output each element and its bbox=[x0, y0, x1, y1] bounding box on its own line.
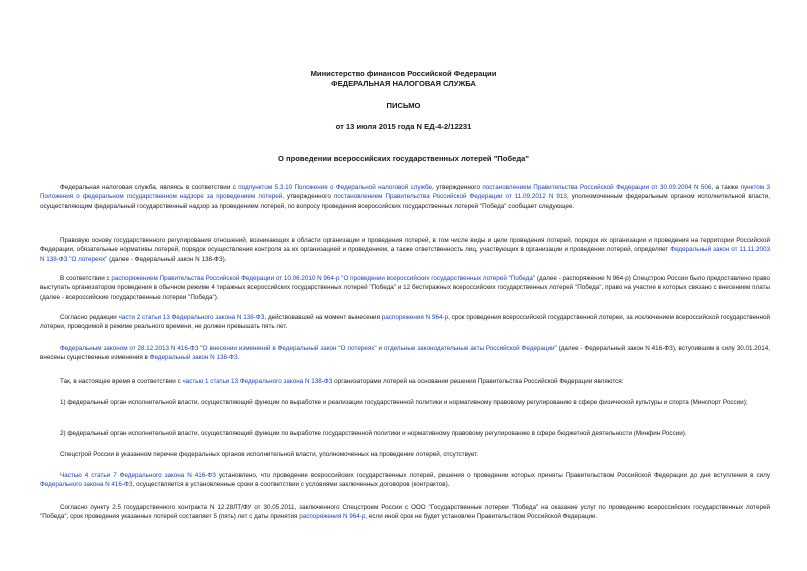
legal-link[interactable]: Федерального закона N 416-ФЗ bbox=[40, 481, 133, 489]
paragraph-text: , уполномоченным федеральным органом исполнительной власти, осуществляющим федеральный государственный надзор за проведением лотерей, по вопросу проведения всероссийских государственных лотерей "Победа" сообщает следующее. bbox=[40, 193, 770, 210]
paragraph-text: , действовавшей на момент вынесения bbox=[264, 314, 382, 321]
paragraph bbox=[40, 313, 770, 332]
paragraph-text: " bbox=[198, 345, 203, 352]
legal-link[interactable]: пунктом 3 Положения о федеральном государственном надзоре за проведением лотерей bbox=[40, 184, 770, 201]
legal-link[interactable]: частью 1 статьи 13 Федерального закона N 138-ФЗ bbox=[182, 378, 333, 385]
paragraph-text: установлено, что проведение всероссийских государственных лотерей, решения о проведении которых приняты Правительством Российской Федерации до дня вступления в силу bbox=[215, 472, 770, 479]
ministry-name: Министерство финансов Российской Федерации bbox=[310, 69, 497, 78]
paragraph: 2) федеральный орган исполнительной власти, осуществляющий функции по выработке государственной политики и нормативному правовому регулированию в сфере бюджетной деятельности (Минфин России). bbox=[60, 430, 687, 437]
paragraph bbox=[40, 503, 770, 522]
paragraph bbox=[40, 183, 770, 211]
paragraph-text: . bbox=[237, 354, 240, 362]
paragraph bbox=[40, 344, 770, 363]
legal-link[interactable]: Федеральным законом от 28.12.2013 N 416-ФЗ bbox=[60, 345, 199, 352]
paragraph-text: Федеральная налоговая служба, являясь в соответствии с bbox=[60, 184, 239, 191]
paragraph: 1) федеральный орган исполнительной власти, осуществляющий функции по выработке и реализации государственной политики и нормативному правовому регулированию в сфере физической культуры и спорта (Минспорт России); bbox=[60, 399, 748, 406]
legal-link[interactable]: распоряжения N 964-р bbox=[381, 314, 449, 321]
paragraph-text: , утвержденного bbox=[282, 193, 334, 201]
paragraph-text: , осуществляется в установленные сроки в соответствии с условиями заключенных договоров (контрактов). bbox=[132, 481, 450, 489]
paragraph bbox=[40, 274, 770, 302]
paragraph bbox=[40, 236, 770, 264]
service-name: ФЕДЕРАЛЬНАЯ НАЛОГОВАЯ СЛУЖБА bbox=[331, 79, 476, 88]
paragraph-text: организаторами лотерей на основании решения Правительства Российской Федерации являются: bbox=[332, 378, 624, 385]
legal-link[interactable]: О внесении изменений в Федеральный закон "О лотереях" и отдельные законодательные акты Российской Федерации bbox=[202, 345, 555, 352]
legal-link[interactable]: постановлением Правительства Российской Федерации от 30.09.2004 N 506 bbox=[482, 184, 712, 191]
paragraph-text: Согласно пункту 2.5 государственного контракта N 12.28ЛТ/ФУ от 30.05.2011, заключенного Спецстроем России с ООО "Государственные лотереи "Победа" на оказание услуг по проведению всероссийских государственных лотерей "Победа", срок проведения указанных лотерей составляет 5 (пять) лет с даты принятия bbox=[40, 504, 770, 521]
legal-link[interactable]: Федеральный закон от 11.11.2003 N 138-ФЗ "О лотереях" bbox=[40, 246, 771, 263]
legal-link[interactable]: постановлением Правительства Российской Федерации от 11.09.2012 N 913 bbox=[333, 193, 567, 201]
paragraph bbox=[40, 471, 770, 490]
paragraph-text: , утвержденного bbox=[432, 184, 483, 191]
legal-link[interactable]: Частью 4 статьи 7 Федерального закона N 416-ФЗ bbox=[60, 472, 216, 479]
document-date-number: от 13 июля 2015 года N ЕД-4-2/12231 bbox=[335, 122, 472, 131]
document-type: ПИСЬМО bbox=[386, 101, 421, 110]
legal-link[interactable]: распоряжением Правительства Российской Федерации от 10.06.2010 N 964-р "О проведении всероссийских государственных лотерей "Победа" bbox=[111, 275, 536, 282]
legal-link[interactable]: подпунктом 5.3.10 Положения о Федеральной налоговой службе bbox=[238, 184, 433, 191]
paragraph-text: Правовую основу государственного регулирования отношений, возникающих в области организации и проведения лотерей, в том числе виды и цели проведения лотерей, порядок их организации и проведения на территории Российской Федерации, обязательные нормативы лотерей, порядок осуществления контроля за их организацией и проведением, а также ответственность лиц, участвующих в организации и проведении лотерей, определяет bbox=[40, 237, 770, 254]
paragraph-text: Так, в настоящее время в соответствии с bbox=[60, 378, 183, 385]
paragraph-text: Согласно редакции bbox=[60, 314, 119, 321]
paragraph: Спецстрой России в указанном перечне федеральных органов исполнительной власти, уполномоченных на проведение лотерей, отсутствует. bbox=[60, 451, 479, 458]
paragraph-text: " (далее - Федеральный закон N 416-ФЗ), вступившим в силу 30.01.2014, внесены существенные изменения в bbox=[40, 345, 770, 362]
document-subject: О проведении всероссийских государственных лотерей "Победа" bbox=[278, 154, 529, 163]
legal-link[interactable]: Федеральный закон N 138-ФЗ bbox=[149, 354, 238, 362]
legal-link[interactable]: распоряжения N 964-р bbox=[299, 513, 366, 521]
paragraph bbox=[40, 377, 770, 386]
legal-link[interactable]: части 2 статьи 13 Федерального закона N 138-ФЗ bbox=[118, 314, 265, 321]
paragraph-text: , если иной срок не будет установлен Правительством Российской Федерации. bbox=[365, 513, 598, 521]
paragraph-text: , срок проведения всероссийской государственной лотереи, за исключением всероссийской государственной лотереи, проводимой в режиме реального времени, не должен превышать пять лет. bbox=[40, 314, 770, 331]
paragraph-text: (далее - Федеральный закон N 138-ФЗ). bbox=[107, 255, 227, 263]
paragraph-text: В соответствии с bbox=[60, 275, 112, 282]
paragraph-text: (далее - распоряжение N 964-р) Спецстрою России было предоставлено право выступать организатором проведения в обычном режиме 4 тиражных всероссийских государственных лотерей "Победа" и 12 бестиражных всероссийских государственных лотерей "Победа", право на участие в которых связано с внесением платы (далее - всероссийские государственные лотереи "Победа"). bbox=[40, 275, 771, 301]
paragraph-text: , а также bbox=[711, 184, 741, 191]
